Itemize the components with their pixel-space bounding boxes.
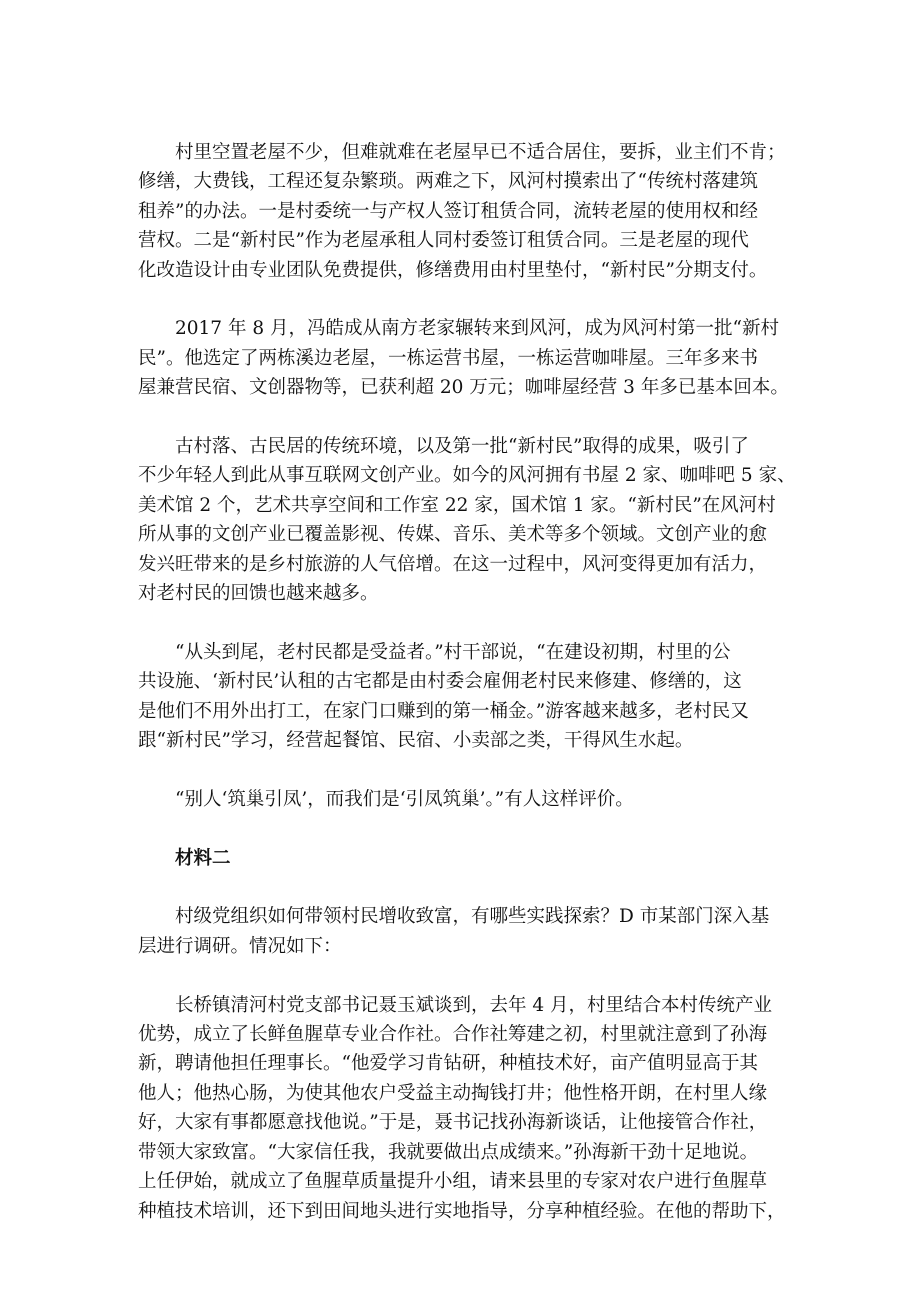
paragraph-village-cadre: [138, 638, 798, 756]
text-line: 上任伊始，就成立了鱼腥草质量提升小组，请来县里的专家对农户进行鱼腥草: [138, 1171, 768, 1193]
text-line: 营权。二是“新村民”作为老屋承租人同村委签订租赁合同。三是老屋的现代: [138, 230, 749, 252]
text-line: 不少年轻人到此从事互联网文创产业。如今的风河拥有书屋 2 家、咖啡吧 5 家、: [138, 465, 796, 487]
text-line: 村里空置老屋不少，但难就难在老屋早已不适合居住，要拆，业主们不肯；: [175, 142, 786, 163]
paragraph-gap: [138, 873, 798, 902]
text-line: 美术馆 2 个，艺术共享空间和工作室 22 家，国术馆 1 家。“新村民”在风河村: [138, 494, 776, 516]
paragraph-cooperative: [138, 991, 798, 1226]
paragraph-gap: [138, 285, 798, 314]
text-line: 层进行调研。情况如下：: [138, 935, 342, 957]
text-line: 修缮，大费钱，工程还复杂繁琐。两难之下，风河村摸索出了“传统村落建筑: [138, 171, 758, 193]
text-line: 长桥镇清河村党支部书记聂玉斌谈到，去年 4 月，村里结合本村传统产业: [175, 994, 773, 1016]
paragraph-new-villager: [138, 314, 798, 402]
text-line: “从头到尾，老村民都是受益者。”村干部说，“在建设初期，村里的公: [175, 641, 731, 663]
paragraph-gap: [138, 403, 798, 432]
paragraph-comment: [138, 785, 798, 814]
paragraph-gap: [138, 961, 798, 990]
paragraph-gap: [138, 755, 798, 784]
paragraph-survey-intro: [138, 902, 798, 961]
text-line: 他人；他热心肠，为使其他农户受益主动掏钱打井；他性格开朗，在村里人缘: [138, 1082, 768, 1104]
text-line: 种植技术培训，还下到田间地头进行实地指导，分享种植经验。在他的帮助下，: [138, 1200, 786, 1222]
paragraph-old-houses: [138, 138, 798, 285]
text-line: 好，大家有事都愿意找他说。”于是，聂书记找孙海新谈话，让他接管合作社，: [138, 1112, 768, 1134]
section-heading-text: 材料二: [175, 847, 231, 869]
text-line: 对老村民的回馈也越来越多。: [138, 583, 379, 605]
text-line: 2017 年 8 月，冯皓成从南方老家辗转来到风河，成为风河村第一批“新村: [175, 318, 779, 340]
text-line: 优势，成立了长鲜鱼腥草专业合作社。合作社筹建之初，村里就注意到了孙海: [138, 1024, 768, 1046]
text-line: 所从事的文创产业已覆盖影视、传媒、音乐、美术等多个领域。文创产业的愈: [138, 524, 768, 546]
text-line: 是他们不用外出打工，在家门口赚到的第一桶金。”游客越来越多，老村民又: [138, 700, 749, 722]
section-heading: [138, 844, 798, 873]
text-line: 化改造设计由专业团队免费提供，修缮费用由村里垫付，“新村民”分期支付。: [138, 259, 768, 281]
text-line: 村级党组织如何带领村民增收致富，有哪些实践探索？D 市某部门深入基: [175, 906, 770, 928]
text-line: 跟“新村民”学习，经营起餐馆、民宿、小卖部之类，干得风生水起。: [138, 730, 694, 752]
text-line: 屋兼营民宿、文创器物等，已获利超 20 万元；咖啡屋经营 3 年多已基本回本。: [138, 377, 789, 399]
text-line: 带领大家致富。“大家信任我，我就要做出点成绩来。”孙海新干劲十足地说。: [138, 1141, 759, 1163]
text-line: 古村落、古民居的传统环境，以及第一批“新村民”取得的成果，吸引了: [175, 436, 749, 458]
text-line: 新，聘请他担任理事长。“他爱学习肯钻研，种植技术好，亩产值明显高于其: [138, 1053, 758, 1075]
text-line: “别人‘筑巢引凤’，而我们是‘引凤筑巢’。”有人这样评价。: [175, 788, 634, 810]
document-body: [138, 138, 798, 1226]
paragraph-cultural-industry: [138, 432, 798, 608]
text-line: 民”。他选定了两栋溪边老屋，一栋运营书屋，一栋运营咖啡屋。三年多来书: [138, 347, 758, 369]
text-line: 共设施、‘新村民’认租的古宅都是由村委会雇佣老村民来修建、修缮的，这: [138, 671, 742, 693]
paragraph-gap: [138, 814, 798, 843]
text-line: 租养”的办法。一是村委统一与产权人签订租赁合同，流转老屋的使用权和经: [138, 200, 758, 222]
text-line: 发兴旺带来的是乡村旅游的人气倍增。在这一过程中，风河变得更加有活力，: [138, 553, 768, 575]
paragraph-gap: [138, 608, 798, 637]
